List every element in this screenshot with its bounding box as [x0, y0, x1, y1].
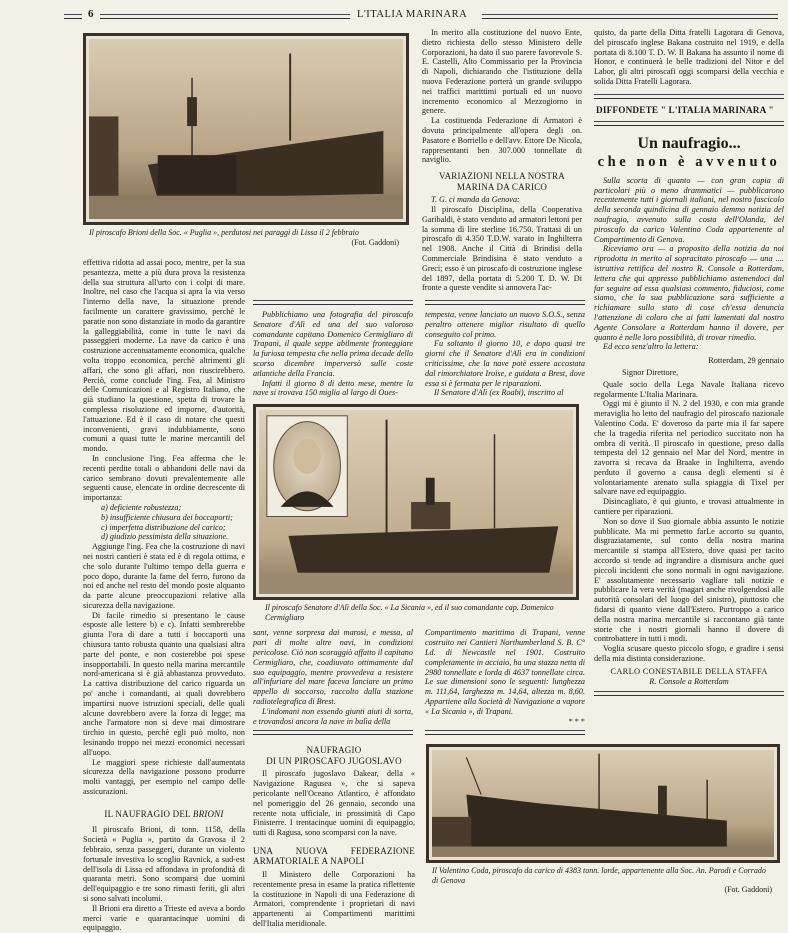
- paragraph: sant, venne sorpresa dai marosi, e messa, al pari di molte altre navi, in condizioni pericolose. Ciò non scoraggiò affatto il capitano Cermigliaro, che, coadiuvato ottimamente dal suo equipaggio, mentre provvedeva a resistere all'infuriare del mare faceva lanciare un primo appello di soccorso, raccolto dalla stazione radiotelegrafica di Brest.: [253, 628, 413, 706]
- heading-line: DI UN PIROSCAFO JUGOSLAVO: [266, 755, 402, 766]
- paragraph: Aggiunge l'ing. Fea che la costruzione di navi nei nostri cantieri è stata ed è di regola ottima, e che solo durante l'ultimo tempo della guerra e poco dopo, durante la fame del ferro, furono da noi ed anche nel resto del mondo poste alquanto da parte alcune preoccupazioni relative alla sicurezza della navigazione.: [83, 542, 245, 610]
- column-2-top-cell: [253, 300, 413, 398]
- paragraph: Riceviamo ora — a proposito della notizia da noi riprodotta in merito al sopracitato piroscafo — una .... istruttiva rettifica del nostro R. Console a Rotterdam, lettera che qui appresso pubblichiamo astenendoci dal far seguire ad essa qualsiasi commento, fiduciosi, come siamo, che la sua pubblicazione sarà sufficiente a richiamare sullo stato di cose ch'essa denuncia l'attenzione di coloro che ai fatti lamentati dal nostro Agente Consolare a Rotterdam hanno il dovere, per quanto è nelle loro possibilità, di trovar rimedio.: [594, 244, 784, 342]
- paragraph: Infatti il giorno 8 di detto mese, mentre la nave si trovava 150 miglia al largo di Oues-: [253, 378, 413, 398]
- photo-valentino-credit: [426, 885, 780, 895]
- photo-brioni-block: [83, 33, 409, 247]
- column-4-article: [594, 176, 784, 687]
- paragraph: Il Ministero delle Corporazioni ha recentemente presa in esame la pratica riflettente la costituzione in Napoli di una Federazione di Armatori, comprendente i proprietari di navi appartenenti ai Compartimenti marittimi dell'Italia meridionale.: [253, 869, 415, 928]
- diffondete-banner: DIFFONDETE " L'ITALIA MARINARA ": [596, 104, 774, 115]
- divider: [253, 730, 413, 735]
- divider: [253, 300, 413, 305]
- paragraph: Ed ecco senz'altro la lettera:: [603, 342, 699, 352]
- paragraph: Le maggiori spese richieste dall'aumentata sicurezza della navigazione possono produrre molti vantaggi, per esempio nel campo delle assicurazioni.: [83, 757, 245, 797]
- list-item: a) deficiente robustezza;: [101, 502, 182, 512]
- paragraph: Compartimento marittimo di Trapani, venne costruito nei Cantieri Northumberland S. B. C° Ld. di Newcastle nel 1901. Costruito completamente in acciaio, ha una stazza netta di 2980 tonnellate e lorda di 4637 tonnellate circa. Le sue dimensioni sono le seguenti: lunghezza m. 111,64, larghezza m. 14,64, altezza m. 8,60. Appartiene alla Società di Navigazione a vapore « La Sicania », di Trapani.: [425, 628, 585, 716]
- page-number: 6: [88, 8, 94, 20]
- column-3-mid-cell: [425, 300, 585, 398]
- list-item: c) imperfetta distribuzione del carico;: [101, 522, 226, 532]
- publication-title: L'ITALIA MARINARA: [357, 9, 468, 20]
- photo-valentino-caption: Il Valentino Coda, piroscafo da carico di 4383 tonn. lorde, appartenente alla Soc. An. Parodi e Corrado di Genova: [432, 866, 766, 885]
- center-divider-row: [253, 730, 585, 735]
- paragraph: Il piroscafo jugoslavo Dakear, della « Navigazione Ragusea », che si sapeva pericolante nell'Oceano Atlantico, è affondato nel pomeriggio del 26 gennaio, secondo una recente nota ufficiale, in prossimità di Capo Finisterre. I trentacinque uomini di equipaggio, tutti di Ragusa, sono scomparsi con la nave.: [253, 769, 415, 838]
- photo-brioni: [83, 33, 409, 225]
- paragraph: Non so dove il Suo giornale abbia assunto le notizie pubblicate. Ma mi permetto farLe accorto su quanto, disgraziatamente, sul conto della nostra marina mercantile si stampa all'Estero, dove quasi per tacito accordo si tende ad ingrandire a dismisura anche quei piccoli incidenti che sono normali in ogni navigazione. E' assolutamente necessario vagliare tali notizie e pubblicare la vera verità (magari anche rivolgendosi alle autorità consolari del luogo del sinistro), piuttosto che fidarsi di quanto viene dall'Estero. Purtroppo a carico della nostra marina mercantile si raccontano già tante storie che i nostri giornali hanno il dovere di controbattere in tutti i modi.: [594, 516, 784, 644]
- photo-senatore-caption: Il piroscafo Senatore d'Alì della Soc. « La Sicania », ed il suo comandante cap. Domenico Cermigliaro: [265, 603, 554, 622]
- photo-valentino-block: [426, 744, 780, 895]
- divider: [425, 300, 585, 305]
- byline: T. G. ci manda da Genova:: [431, 195, 520, 205]
- column-3-mid: [425, 310, 585, 398]
- brioni-heading: [83, 809, 245, 820]
- column-4-top: [594, 28, 784, 87]
- paragraph: tempesta, venne lanciato un nuovo S.O.S., senza peraltro ottenere miglior risultato di quello conseguito col primo.: [425, 310, 585, 339]
- paragraph: Il Senatore d'Alì (ex Roabi), inscritto al: [434, 388, 564, 398]
- end-mark: * * *: [568, 716, 585, 726]
- jugoslavo-heading: [253, 745, 415, 766]
- paragraph: Pubblichiamo una fotografia del piroscafo Senatore d'Alì ed una del suo valoroso comandante capitano Domenico Cermigliaro di Trapani, il quale seppe abilmente fronteggiare la furiosa tempesta che nella prima decade dello scorso dicembre imperversò sulle coste atlantiche della Francia.: [253, 310, 413, 378]
- divider: [425, 730, 585, 735]
- paragraph: Il piroscafo Brioni, di tonn. 1158, della Società « Puglia », partito da Gravosa il 2 febbraio, senza passeggeri, durante un violento fortunale investiva lo scoglio Ravnick, a sud-est dell'isola di Lissa ed affondava in profondità di quaranta metri. Sono scomparsi due uomini dell'equipaggio e tre sono rimasti feriti, gli altri si sono salvati incolumi.: [83, 825, 245, 903]
- paragraph: In merito alla costituzione del nuovo Ente, dietro richiesta dello stesso Ministero delle Corporazioni, ha dato il suo parere favorevole S. E. Castelli, Alto Commissario per la Provincia di Napoli, dichiarando che l'istituzione della nuova Federazione porterà un grande sviluppo nei traffici marittimi portuali ed un nuovo incremento economico al Mezzogiorno in genere.: [422, 28, 582, 116]
- heading-line: NAUFRAGIO: [306, 745, 362, 756]
- list-item: b) insufficiente chiusura dei boccaporti;: [101, 512, 233, 522]
- column-2-bottom: [253, 628, 413, 726]
- center-bottom-row: [253, 628, 585, 726]
- paragraph: In conclusione l'ing. Fea afferma che le recenti perdite totali o abbandoni delle navi da carico sembrano dovuti prevalentemente alle seguenti cause, elencate in ordine decrescente di importanza:: [83, 453, 245, 503]
- page-header: [0, 8, 788, 22]
- photo-brioni-caption: Il piroscafo Brioni della Soc. « Puglia », perdutosi nei paraggi di Lissa il 2 febbraio: [89, 228, 359, 237]
- photo-senatore-dali: [253, 404, 579, 600]
- paragraph: effettiva ridotta ad assai poco, mentre, per la sua pesantezza, mette a più dura prova la resistenza della sua struttura all'urto con i colpi di mare. Inoltre, nel caso che l'acqua si apra la via verso l'interno della nave, la situazione prende facilmente un carattere gravissimo, perchè le paratie non sono distanziate in modo da garantire la galleggiabilità, come in tutte le navi da passeggieri moderne. La nave da carico è una costruzione accentuatamente economica, qualche volta troppo economica, perchè altrimenti gli affari, che sono gli affari, non riuscirebbero. Perciò, come conclude l'ing. Fea, al Ministro delle Comunicazioni e al Registro Italiano, che già studiano la questione, spetta di trovare la complessa risoluzione ed imporne, d'autorità, l'attuazione. Ed è il caso di notare che questi inconvenienti, gravi indubbiamente, sono comuni a quasi tutte le marine mercantili del mondo.: [83, 258, 245, 454]
- column-3-top: [422, 28, 582, 293]
- divider: [594, 691, 784, 696]
- paragraph: Voglia scusare questo piccolo sfogo, e gradire i sensi della mia distinta considerazione.: [594, 644, 784, 664]
- list-item: d) giudizio pessimista della situazione.: [101, 532, 229, 542]
- column-1: [83, 258, 245, 933]
- center-top-row: [253, 300, 585, 398]
- divider: [594, 121, 784, 126]
- photo-brioni-credit: [83, 238, 409, 248]
- variazioni-heading: VARIAZIONI NELLA NOSTRA MARINA DA CARICO: [439, 171, 565, 192]
- heading-ship-name: BRIONI: [192, 808, 224, 819]
- column-2-top: [253, 310, 413, 398]
- photo-credit: (Fot. Gaddoni): [724, 885, 772, 895]
- paragraph: La costituenda Federazione di Armatori è dovuta principalmente all'opera degli on. Pasatore e Borriello e dell'avv. Ettore De Nicola, rappresentanti ben 307.000 tonnellate di naviglio.: [422, 116, 582, 165]
- column-4: [594, 28, 784, 696]
- title-line-2: che non è avvenuto: [597, 153, 781, 170]
- divider: [594, 94, 784, 99]
- ship-and-portrait-image: [259, 410, 573, 594]
- photo-credit: (Fot. Gaddoni): [351, 237, 399, 247]
- cause-list: [83, 503, 245, 542]
- paragraph: Fu soltanto il giorno 10, e dopo quasi tre giorni che il Senatore d'Alì era in condizioni criticissime, che la nave potè essere accostata dal rimorchiatore Iroise, e guidata a Brest, dove essa si è fermata per le riparazioni.: [425, 339, 585, 388]
- photo-valentino-coda: [426, 744, 780, 863]
- paragraph: quisto, da parte della Ditta fratelli Lagorara di Genova, del piroscafo inglese Bakana costruito nel 1919, e della portata di 8.100 T. D. W. Il Bakana ha assunto il nome di Honor, e continuerà le belle tradizioni del Nitor e del Labor, gli altri piroscafi oggi scomparsi della vecchia e solida Ditta Fratelli Lagorara.: [594, 28, 784, 86]
- paragraph: Sulla scorta di quanto — con gran copia di particolari più o meno drammatici — pubblicarono recentemente tutti i giornali italiani, nel nostro fascicolo della seconda quindicina di gennaio demmo notizia del naufragio, avvenuto sulla costa dell'Olanda, del piroscafo da carico Valentino Coda appartenente al Compartimento di Genova.: [594, 175, 784, 244]
- article-title: [594, 134, 784, 172]
- letter-salutation: Signor Direttore,: [622, 367, 679, 377]
- signature: CARLO CONESTABILE DELLA STAFFA: [610, 666, 768, 676]
- letter-dateline: Rotterdam, 29 gennaio: [708, 356, 784, 366]
- ship-image: [432, 750, 774, 857]
- paragraph: Il piroscafo Disciplina, della Cooperativa Garibaldi, è stato venduto ad armatori lettoni per la somma di lire sterline 16.750. Trattasi di un piroscafo di 4.350 T.D.W. varato in Inghilterra nel 1908. Anche il Città di Brindisi della Commerciale Brindisina è stato venduto a Greci; esso è un piroscafo di costruzione inglese del 1897, della portata di 5.200 T. D. W. Di fronte a queste vendite si annovera l'ac-: [422, 204, 582, 293]
- paragraph: L'indomani non essendo giunti aiuti di sorta, e trovandosi ancora la nave in balìa della: [253, 706, 413, 726]
- ship-image: [89, 39, 403, 219]
- paragraph: Oggi mi è giunto il N. 2 del 1930, e con mia grande meraviglia ho letto del naufragio del piroscafo nazionale Valentino Coda. E' doveroso da parte mia il far sapere che la tragedia riferita nel periodico succitato non ha ombra di verità. Il piroscafo in questione, preso dalla tempesta del 12 gennaio nel Mar del Nord, mentre in zavorra si recava da Braake in Inghilterra, avendo perduto il governo a causa degli elementi si è volontariamente arenato sulla spiaggia di Tixel per salvare nave ed equipaggio.: [594, 399, 784, 497]
- signature-title: R. Console a Rotterdam: [649, 676, 729, 686]
- column-2-lower: [253, 745, 415, 928]
- paragraph: Il Brioni era diretto a Trieste ed aveva a bordo merci varie e quarantacinque uomini di equipaggio.: [83, 903, 245, 933]
- paragraph: Quale socio della Lega Navale Italiana ricevo regolarmente L'Italia Marinara.: [594, 379, 784, 399]
- title-line-1: Un naufragio...: [637, 134, 741, 152]
- heading-text: IL NAUFRAGIO DEL: [104, 808, 191, 819]
- federazione-heading: UNA NUOVA FEDERAZIONE ARMATORIALE A NAPOLI: [253, 845, 415, 867]
- paragraph: Di facile rimedio si presentano le cause esposte alle lettere b) e c). Infatti sembrerebbe giunta l'ora di dare a tutti i boccaporti una chiusura tanto robusta quanto una qualsiasi altra parte del ponte, e non costerebbe poi spese insopportabili. In questo nella marina mercantile nord-americana si è già abbastanza provveduto. La cattiva distribuzione del carico riguarda un po' anche i comandanti, ai quali dovrebbero impartirsi nuove istruzioni speciali, delle quali alcune dovrebbero avere la forza di legge; ma anche l'armatore non si deve mai dimostrare tirchio in questo, perchè egli può molto, non lesinando troppo nei mezzi economici necessari all'uopo.: [83, 610, 245, 757]
- column-3-bottom: [425, 628, 585, 726]
- paragraph: Disincagliato, è qui giunto, e trovasi attualmente in cantiere per riparazioni.: [594, 497, 784, 517]
